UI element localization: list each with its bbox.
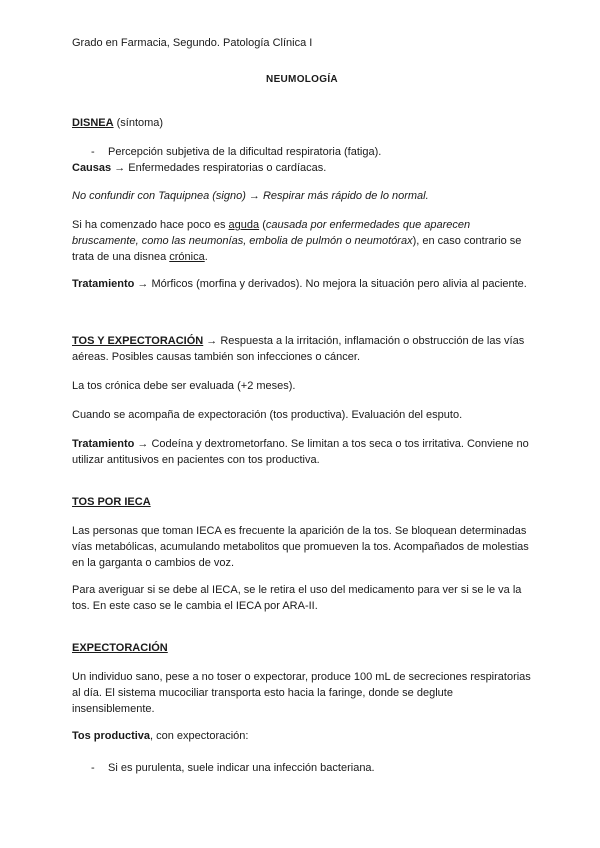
document-header: Grado en Farmacia, Segundo. Patología Clínica I: [72, 37, 313, 49]
bullet-dash: -: [91, 146, 95, 158]
p1-text-d: .: [204, 251, 208, 263]
ieca-heading: TOS POR IECA: [72, 496, 151, 508]
tos-productiva-text: , con expectoración:: [150, 730, 249, 742]
tratamiento-text: → Mórficos (morfina y derivados). No mejora la situación pero alivia al paciente.: [134, 278, 527, 290]
p1-text-b: (: [259, 219, 266, 231]
aguda-causes: causada por enfermedades que aparecen bruscamente, como las neumonías, embolia de pulmón o neumotórax: [72, 219, 471, 247]
document-page: [72, 0, 532, 774]
ieca-paragraph-1: Las personas que toman IECA es frecuente la aparición de la tos. Se bloquean determinadas vías metabólicas, acumulando metabolitos que promueven la tos. Acompañados de molestias en la garganta o cambios de voz.: [72, 525, 529, 569]
expect-bullet: [72, 760, 568, 776]
disnea-bullet-text: Percepción subjetiva de la dificultad respiratoria (fatiga).: [108, 146, 382, 158]
cronica-term: crónica: [169, 251, 205, 263]
disnea-tratamiento: [72, 276, 532, 292]
tos-productiva-label: Tos productiva: [72, 730, 151, 742]
tos-tratamiento: [72, 436, 532, 468]
expect-bullet-text: Si es purulenta, suele indicar una infección bacteriana.: [108, 762, 375, 774]
tos-productiva-line: [72, 728, 532, 744]
causas-label: Causas: [72, 162, 112, 174]
ieca-heading-line: [72, 494, 532, 510]
expect-heading-line: [72, 640, 532, 656]
page-title: NEUMOLOGÍA: [266, 74, 338, 85]
tratamiento-text: → Codeína y dextrometorfano. Se limitan a tos seca o tos irritativa. Conviene no utilizar antitusivos en pacientes con tos productiva.: [72, 438, 529, 466]
disnea-causas: [72, 160, 532, 176]
tratamiento-label: Tratamiento: [72, 438, 135, 450]
tratamiento-label: Tratamiento: [72, 278, 135, 290]
disnea-heading-suffix: (síntoma): [113, 117, 164, 129]
tos-heading: TOS Y EXPECTORACIÓN: [72, 335, 204, 347]
aguda-term: aguda: [228, 219, 260, 231]
causas-text: → Enfermedades respiratorias o cardíacas.: [111, 162, 327, 174]
disnea-heading: DISNEA: [72, 117, 114, 129]
p1-text-c: ), en caso contrario se trata de una disnea: [72, 235, 522, 263]
ieca-paragraph-2: Para averiguar si se debe al IECA, se le retira el uso del medicamento para ver si se le va la tos. En este caso se le cambia el IECA por ARA-II.: [72, 584, 522, 612]
disnea-heading-line: [72, 115, 532, 131]
expect-heading: EXPECTORACIÓN: [72, 642, 168, 654]
disnea-paragraph: [72, 217, 532, 265]
tos-paragraph-1: La tos crónica debe ser evaluada (+2 meses).: [72, 380, 296, 392]
tos-section: [72, 333, 532, 365]
expect-paragraph-1: Un individuo sano, pese a no toser o expectorar, produce 100 mL de secreciones respiratorias al día. El sistema mucociliar transporta esto hacia la faringe, donde se deglute insensiblemente.: [72, 671, 531, 715]
bullet-dash: -: [91, 762, 95, 774]
tos-paragraph-2: Cuando se acompaña de expectoración (tos productiva). Evaluación del esputo.: [72, 409, 463, 421]
p1-text-a: Si ha comenzado hace poco es: [72, 219, 229, 231]
disnea-bullet: [72, 144, 568, 160]
tos-heading-text: → Respuesta a la irritación, inflamación o obstrucción de las vías aéreas. Posibles causas también son infecciones o cáncer.: [72, 335, 525, 363]
disnea-note: No confundir con Taquipnea (signo) → Respirar más rápido de lo normal.: [72, 190, 429, 202]
